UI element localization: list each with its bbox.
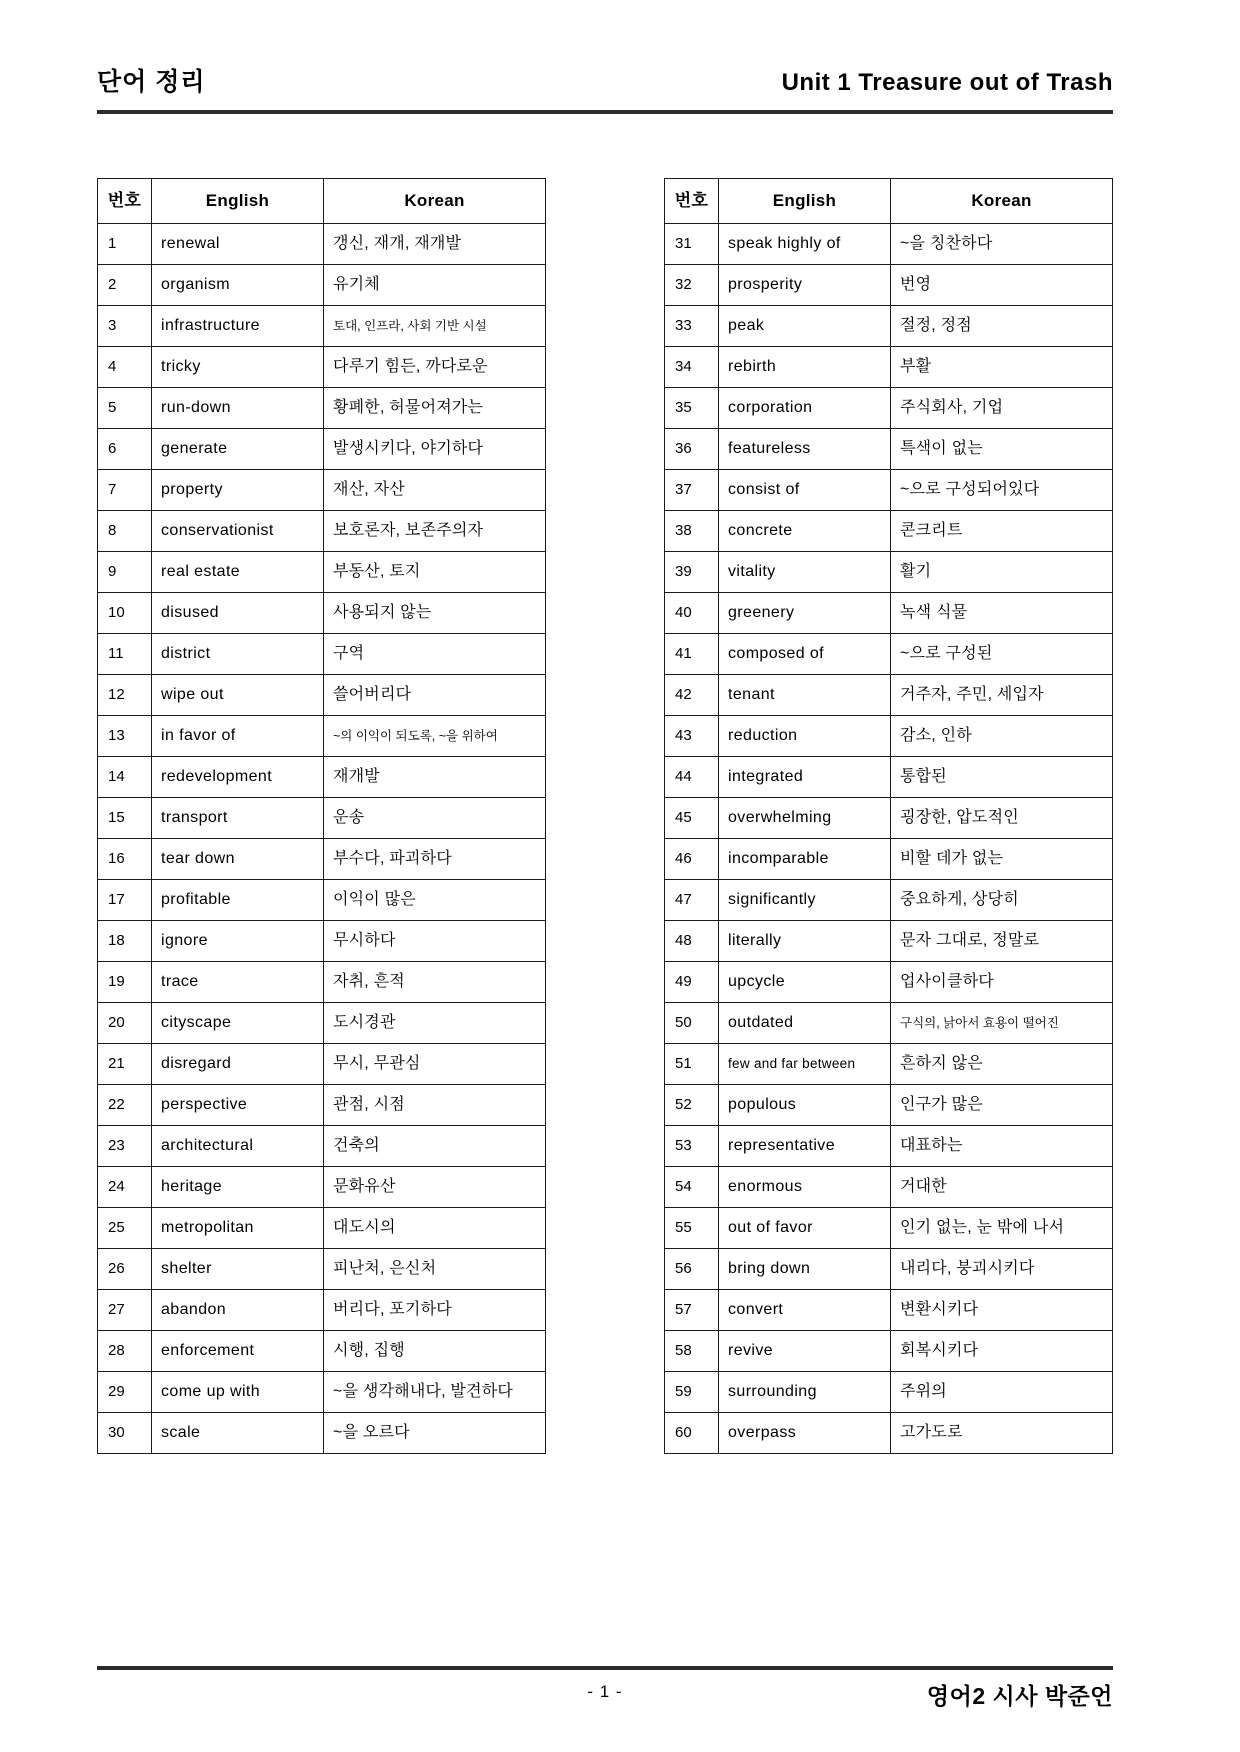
cell-korean: 부수다, 파괴하다 [324, 839, 546, 880]
vocabulary-rows-left [98, 224, 546, 1454]
table-row [98, 470, 546, 511]
cell-number: 52 [665, 1085, 719, 1126]
table-row [98, 388, 546, 429]
cell-korean: 거대한 [891, 1167, 1113, 1208]
table-row [98, 1249, 546, 1290]
cell-english: few and far between [719, 1044, 891, 1085]
table-row [665, 347, 1113, 388]
cell-number: 47 [665, 880, 719, 921]
cell-english: convert [719, 1290, 891, 1331]
cell-korean: 활기 [891, 552, 1113, 593]
table-row [98, 511, 546, 552]
cell-korean: ~으로 구성되어있다 [891, 470, 1113, 511]
table-row [665, 1126, 1113, 1167]
cell-korean: 부활 [891, 347, 1113, 388]
cell-english: real estate [152, 552, 324, 593]
table-row [665, 429, 1113, 470]
cell-korean: 변환시키다 [891, 1290, 1113, 1331]
cell-korean: 통합된 [891, 757, 1113, 798]
table-row [98, 1208, 546, 1249]
table-row [665, 1208, 1113, 1249]
table-header-row [98, 179, 546, 224]
cell-korean: 토대, 인프라, 사회 기반 시설 [324, 306, 546, 347]
cell-english: generate [152, 429, 324, 470]
cell-number: 16 [98, 839, 152, 880]
cell-korean: 콘크리트 [891, 511, 1113, 552]
cell-korean: 유기체 [324, 265, 546, 306]
cell-english: vitality [719, 552, 891, 593]
cell-english: enormous [719, 1167, 891, 1208]
cell-number: 17 [98, 880, 152, 921]
table-row [98, 962, 546, 1003]
cell-english: reduction [719, 716, 891, 757]
cell-korean: 보호론자, 보존주의자 [324, 511, 546, 552]
cell-number: 26 [98, 1249, 152, 1290]
cell-korean: 주식회사, 기업 [891, 388, 1113, 429]
cell-english: significantly [719, 880, 891, 921]
cell-number: 60 [665, 1413, 719, 1454]
cell-number: 39 [665, 552, 719, 593]
cell-korean: 무시하다 [324, 921, 546, 962]
cell-korean: 절정, 정점 [891, 306, 1113, 347]
table-row [665, 388, 1113, 429]
column-header-number: 번호 [665, 179, 719, 224]
table-row [98, 1413, 546, 1454]
table-row [98, 552, 546, 593]
table-row [665, 1413, 1113, 1454]
cell-number: 7 [98, 470, 152, 511]
table-row [665, 1167, 1113, 1208]
cell-korean: 거주자, 주민, 세입자 [891, 675, 1113, 716]
table-row [98, 798, 546, 839]
column-header-english: English [719, 179, 891, 224]
cell-english: overpass [719, 1413, 891, 1454]
cell-english: cityscape [152, 1003, 324, 1044]
cell-english: transport [152, 798, 324, 839]
table-row [98, 1126, 546, 1167]
table-row [665, 880, 1113, 921]
cell-english: corporation [719, 388, 891, 429]
table-row [98, 1290, 546, 1331]
unit-title: Unit 1 Treasure out of Trash [781, 69, 1113, 96]
cell-korean: 업사이클하다 [891, 962, 1113, 1003]
cell-english: metropolitan [152, 1208, 324, 1249]
cell-english: disused [152, 593, 324, 634]
cell-korean: 대도시의 [324, 1208, 546, 1249]
column-header-number: 번호 [98, 179, 152, 224]
cell-number: 2 [98, 265, 152, 306]
cell-number: 3 [98, 306, 152, 347]
table-row [98, 634, 546, 675]
cell-english: tear down [152, 839, 324, 880]
cell-number: 58 [665, 1331, 719, 1372]
vocabulary-rows-right [665, 224, 1113, 1454]
cell-korean: 대표하는 [891, 1126, 1113, 1167]
cell-english: peak [719, 306, 891, 347]
cell-number: 19 [98, 962, 152, 1003]
table-row [98, 716, 546, 757]
vocabulary-table-right [664, 178, 1113, 1454]
cell-number: 8 [98, 511, 152, 552]
table-row [665, 552, 1113, 593]
table-row [665, 1044, 1113, 1085]
cell-english: profitable [152, 880, 324, 921]
table-row [98, 1331, 546, 1372]
cell-number: 34 [665, 347, 719, 388]
cell-number: 18 [98, 921, 152, 962]
cell-korean: 내리다, 붕괴시키다 [891, 1249, 1113, 1290]
cell-english: property [152, 470, 324, 511]
table-row [98, 1044, 546, 1085]
cell-english: featureless [719, 429, 891, 470]
cell-english: literally [719, 921, 891, 962]
cell-korean: 문자 그대로, 정말로 [891, 921, 1113, 962]
table-row [98, 429, 546, 470]
cell-number: 29 [98, 1372, 152, 1413]
cell-korean: 구역 [324, 634, 546, 675]
cell-number: 27 [98, 1290, 152, 1331]
cell-korean: 녹색 식물 [891, 593, 1113, 634]
cell-english: tenant [719, 675, 891, 716]
table-row [665, 921, 1113, 962]
cell-korean: 회복시키다 [891, 1331, 1113, 1372]
table-row [98, 1003, 546, 1044]
cell-korean: 피난처, 은신처 [324, 1249, 546, 1290]
cell-english: upcycle [719, 962, 891, 1003]
cell-english: renewal [152, 224, 324, 265]
cell-korean: 쓸어버리다 [324, 675, 546, 716]
cell-korean: ~으로 구성된 [891, 634, 1113, 675]
table-row [665, 962, 1113, 1003]
table-row [665, 839, 1113, 880]
cell-number: 9 [98, 552, 152, 593]
cell-number: 46 [665, 839, 719, 880]
cell-korean: 흔하지 않은 [891, 1044, 1113, 1085]
cell-english: rebirth [719, 347, 891, 388]
cell-english: shelter [152, 1249, 324, 1290]
table-row [98, 224, 546, 265]
cell-number: 36 [665, 429, 719, 470]
cell-number: 13 [98, 716, 152, 757]
table-row [665, 1249, 1113, 1290]
table-row [665, 593, 1113, 634]
cell-korean: 특색이 없는 [891, 429, 1113, 470]
cell-number: 42 [665, 675, 719, 716]
cell-english: consist of [719, 470, 891, 511]
table-row [665, 1085, 1113, 1126]
cell-number: 54 [665, 1167, 719, 1208]
cell-number: 40 [665, 593, 719, 634]
cell-english: speak highly of [719, 224, 891, 265]
cell-english: populous [719, 1085, 891, 1126]
cell-korean: 갱신, 재개, 재개발 [324, 224, 546, 265]
cell-english: surrounding [719, 1372, 891, 1413]
table-row [98, 880, 546, 921]
cell-korean: 이익이 많은 [324, 880, 546, 921]
cell-english: wipe out [152, 675, 324, 716]
table-row [98, 757, 546, 798]
cell-english: heritage [152, 1167, 324, 1208]
cell-number: 44 [665, 757, 719, 798]
table-row [665, 716, 1113, 757]
cell-number: 23 [98, 1126, 152, 1167]
cell-korean: 황폐한, 허물어져가는 [324, 388, 546, 429]
table-row [98, 675, 546, 716]
cell-english: disregard [152, 1044, 324, 1085]
cell-number: 31 [665, 224, 719, 265]
table-row [665, 798, 1113, 839]
cell-number: 33 [665, 306, 719, 347]
cell-english: composed of [719, 634, 891, 675]
cell-english: district [152, 634, 324, 675]
cell-number: 56 [665, 1249, 719, 1290]
cell-english: greenery [719, 593, 891, 634]
table-row [98, 1372, 546, 1413]
table-row [665, 470, 1113, 511]
cell-korean: 건축의 [324, 1126, 546, 1167]
cell-number: 5 [98, 388, 152, 429]
cell-korean: 관점, 시점 [324, 1085, 546, 1126]
table-row [98, 265, 546, 306]
footer-credit: 영어2 시사 박준언 [926, 1683, 1113, 1709]
cell-english: trace [152, 962, 324, 1003]
table-row [98, 1085, 546, 1126]
cell-english: enforcement [152, 1331, 324, 1372]
cell-english: in favor of [152, 716, 324, 757]
cell-number: 25 [98, 1208, 152, 1249]
cell-english: infrastructure [152, 306, 324, 347]
cell-number: 15 [98, 798, 152, 839]
cell-korean: 부동산, 토지 [324, 552, 546, 593]
cell-korean: 다루기 힘든, 까다로운 [324, 347, 546, 388]
table-row [665, 224, 1113, 265]
cell-korean: 사용되지 않는 [324, 593, 546, 634]
column-header-korean: Korean [891, 179, 1113, 224]
cell-english: scale [152, 1413, 324, 1454]
cell-english: come up with [152, 1372, 324, 1413]
footer-divider [97, 1666, 1113, 1670]
page-header [97, 62, 1113, 98]
cell-english: incomparable [719, 839, 891, 880]
page-footer [97, 1678, 1113, 1718]
cell-korean: 도시경관 [324, 1003, 546, 1044]
table-row [665, 306, 1113, 347]
cell-number: 22 [98, 1085, 152, 1126]
cell-korean: ~을 오르다 [324, 1413, 546, 1454]
cell-number: 48 [665, 921, 719, 962]
cell-english: overwhelming [719, 798, 891, 839]
cell-english: abandon [152, 1290, 324, 1331]
cell-english: architectural [152, 1126, 324, 1167]
header-divider [97, 110, 1113, 114]
cell-korean: ~을 생각해내다, 발견하다 [324, 1372, 546, 1413]
cell-number: 11 [98, 634, 152, 675]
vocabulary-table-left [97, 178, 546, 1454]
table-row [665, 634, 1113, 675]
cell-korean: 인구가 많은 [891, 1085, 1113, 1126]
cell-english: perspective [152, 1085, 324, 1126]
cell-number: 53 [665, 1126, 719, 1167]
cell-english: ignore [152, 921, 324, 962]
cell-number: 14 [98, 757, 152, 798]
cell-number: 38 [665, 511, 719, 552]
table-row [665, 1290, 1113, 1331]
cell-english: redevelopment [152, 757, 324, 798]
cell-number: 24 [98, 1167, 152, 1208]
cell-number: 21 [98, 1044, 152, 1085]
table-row [98, 306, 546, 347]
table-row [98, 593, 546, 634]
column-header-korean: Korean [324, 179, 546, 224]
table-header-row [665, 179, 1113, 224]
table-row [98, 839, 546, 880]
table-row [665, 675, 1113, 716]
cell-korean: ~을 칭찬하다 [891, 224, 1113, 265]
cell-english: tricky [152, 347, 324, 388]
cell-number: 50 [665, 1003, 719, 1044]
cell-korean: 번영 [891, 265, 1113, 306]
cell-english: revive [719, 1331, 891, 1372]
cell-korean: 재개발 [324, 757, 546, 798]
cell-korean: 발생시키다, 야기하다 [324, 429, 546, 470]
cell-english: bring down [719, 1249, 891, 1290]
table-row [665, 1331, 1113, 1372]
table-row [98, 921, 546, 962]
cell-number: 10 [98, 593, 152, 634]
cell-number: 30 [98, 1413, 152, 1454]
table-row [665, 265, 1113, 306]
cell-number: 55 [665, 1208, 719, 1249]
cell-number: 20 [98, 1003, 152, 1044]
cell-english: concrete [719, 511, 891, 552]
cell-number: 32 [665, 265, 719, 306]
cell-english: run-down [152, 388, 324, 429]
cell-number: 43 [665, 716, 719, 757]
cell-english: representative [719, 1126, 891, 1167]
cell-korean: 인기 없는, 눈 밖에 나서 [891, 1208, 1113, 1249]
cell-number: 28 [98, 1331, 152, 1372]
cell-number: 41 [665, 634, 719, 675]
cell-english: organism [152, 265, 324, 306]
cell-english: prosperity [719, 265, 891, 306]
page-title: 단어 정리 [97, 68, 206, 96]
cell-korean: 버리다, 포기하다 [324, 1290, 546, 1331]
cell-korean: 문화유산 [324, 1167, 546, 1208]
cell-korean: 비할 데가 없는 [891, 839, 1113, 880]
cell-korean: 시행, 집행 [324, 1331, 546, 1372]
cell-number: 45 [665, 798, 719, 839]
cell-korean: 자취, 흔적 [324, 962, 546, 1003]
cell-number: 35 [665, 388, 719, 429]
cell-english: out of favor [719, 1208, 891, 1249]
cell-korean: 주위의 [891, 1372, 1113, 1413]
cell-korean: 중요하게, 상당히 [891, 880, 1113, 921]
table-row [98, 1167, 546, 1208]
cell-number: 1 [98, 224, 152, 265]
cell-english: outdated [719, 1003, 891, 1044]
table-row [98, 347, 546, 388]
cell-english: integrated [719, 757, 891, 798]
cell-number: 51 [665, 1044, 719, 1085]
cell-korean: 재산, 자산 [324, 470, 546, 511]
table-row [665, 511, 1113, 552]
table-row [665, 1372, 1113, 1413]
cell-number: 6 [98, 429, 152, 470]
cell-korean: 무시, 무관심 [324, 1044, 546, 1085]
cell-number: 59 [665, 1372, 719, 1413]
vocabulary-tables [97, 178, 1113, 1454]
table-row [665, 757, 1113, 798]
cell-korean: 운송 [324, 798, 546, 839]
cell-english: conservationist [152, 511, 324, 552]
cell-number: 12 [98, 675, 152, 716]
cell-korean: ~의 이익이 되도록, ~을 위하여 [324, 716, 546, 757]
cell-korean: 구식의, 낡아서 효용이 떨어진 [891, 1003, 1113, 1044]
cell-korean: 감소, 인하 [891, 716, 1113, 757]
column-header-english: English [152, 179, 324, 224]
cell-number: 57 [665, 1290, 719, 1331]
cell-number: 4 [98, 347, 152, 388]
page-number: - 1 - [587, 1682, 623, 1701]
cell-number: 49 [665, 962, 719, 1003]
table-row [665, 1003, 1113, 1044]
cell-korean: 굉장한, 압도적인 [891, 798, 1113, 839]
cell-number: 37 [665, 470, 719, 511]
cell-korean: 고가도로 [891, 1413, 1113, 1454]
